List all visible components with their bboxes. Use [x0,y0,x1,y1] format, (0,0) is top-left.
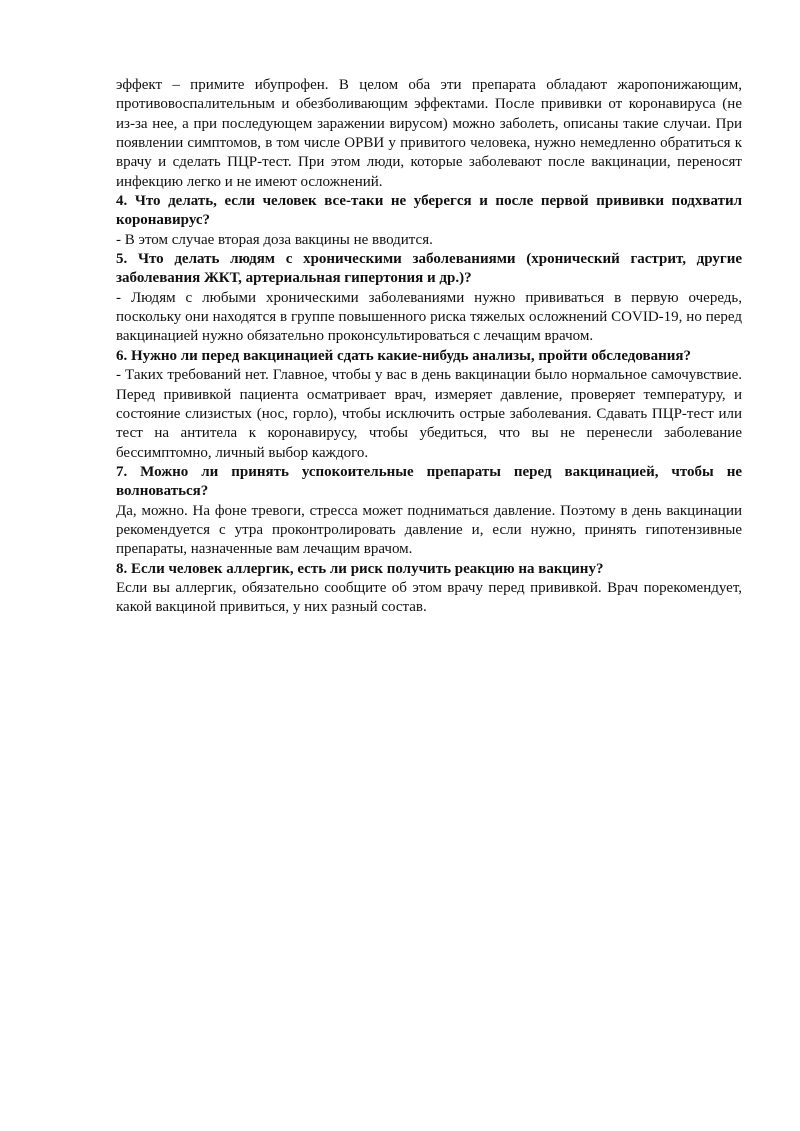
question-6: 6. Нужно ли перед вакцинацией сдать какие-нибудь анализы, пройти обследования? [116,347,692,364]
document-page [116,76,742,618]
question-8: 8. Если человек аллергик, есть ли риск получить реакцию на вакцину? [116,560,604,577]
answer-5: - Людям с любыми хроническими заболеваниями нужно прививаться в первую очередь, поскольку они находятся в группе повышенного риска тяжелых осложнений COVID-19, но перед вакцинацией нужно обязательно проконсультироваться с лечащим врачом. [116,289,742,345]
question-4: 4. Что делать, если человек все-таки не уберегся и после первой прививки подхватил коронавирус? [116,193,742,229]
answer-7: Да, можно. На фоне тревоги, стресса может подниматься давление. Поэтому в день вакцинации рекомендуется с утра проконтролировать давление и, если нужно, принять гипотензивные препараты, назначенные вам лечащим врачом. [116,502,742,558]
answer-8: Если вы аллергик, обязательно сообщите об этом врачу перед прививкой. Врач порекомендует, какой вакциной привиться, у них разный состав. [116,579,742,616]
question-7: 7. Можно ли принять успокоительные препараты перед вакцинацией, чтобы не волноваться? [116,463,742,500]
answer-4: - В этом случае вторая доза вакцины не вводится. [116,231,433,248]
answer-6: - Таких требований нет. Главное, чтобы у вас в день вакцинации было нормальное самочувствие. Перед прививкой пациента осматривает врач, измеряет давление, проверяет температуру, и состояние слизистых (нос, горло), чтобы исключить острые заболевания. Сдавать ПЦР-тест или тест на антитела к коронавирусу, чтобы убедиться, что вы не перенесли заболевание бессимптомно, личный выбор каждого. [116,367,742,461]
question-5: 5. Что делать людям с хроническими заболеваниями (хронический гастрит, другие заболевания ЖКТ, артериальная гипертония и др.)? [116,251,742,287]
intro-paragraph: эффект – примите ибупрофен. В целом оба эти препарата обладают жаропонижающим, противовоспалительным и обезболивающим эффектами. После прививки от коронавируса (не из-за нее, а при последующем заражении вирусом) можно заболеть, описаны такие случаи. При появлении симптомов, в том числе ОРВИ у привитого человека, нужно немедленно обратиться к врачу и сделать ПЦР-тест. При этом люди, которые заболевают после вакцинации, переносят инфекцию легко и не имеют осложнений. [116,77,742,190]
